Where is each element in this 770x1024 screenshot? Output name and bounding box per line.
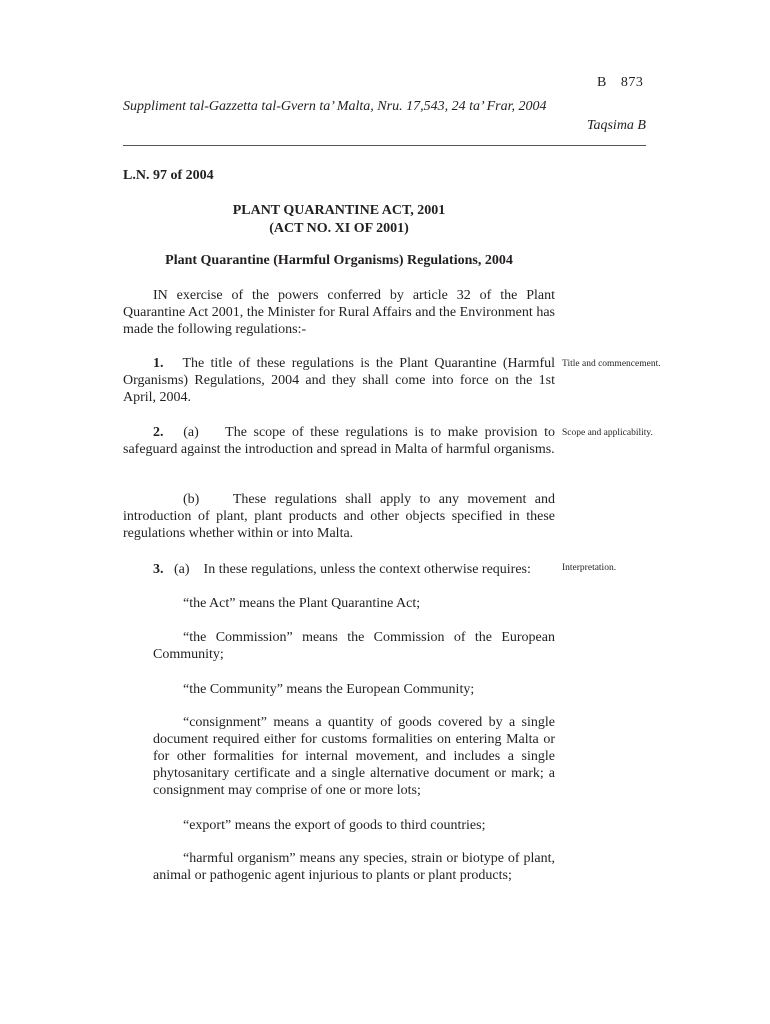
definition-harmful-organism xyxy=(153,850,555,884)
definition-harmful-organism-text: “harmful organism” means any species, strain or biotype of plant, animal or pathogenic agent injurious to plants or plant products; xyxy=(153,851,555,883)
regulation-1-text: The title of these regulations is the Plant Quarantine (Harmful Organisms) Regulations, 2004 and they shall come into force on the 1st April, 2004. xyxy=(123,356,555,405)
definition-export xyxy=(153,817,555,834)
page-number xyxy=(597,75,643,91)
act-number: (ACT NO. XI OF 2001) xyxy=(269,221,409,236)
regulation-2b-label: (b) xyxy=(183,492,200,507)
header-rule xyxy=(123,145,646,146)
definition-consignment xyxy=(153,714,555,799)
definition-commission-text: “the Commission” means the Commission of the European Community; xyxy=(153,630,555,662)
regulation-2a-label: (a) xyxy=(183,425,199,440)
definition-act-text: “the Act” means the Plant Quarantine Act; xyxy=(183,596,421,611)
definition-community-text: “the Community” means the European Community; xyxy=(183,682,475,697)
margin-note-interpretation: Interpretation. xyxy=(562,563,617,573)
act-title: PLANT QUARANTINE ACT, 2001 xyxy=(232,203,446,218)
regulation-2b xyxy=(123,491,555,542)
regulation-2a-text: The scope of these regulations is to make provision to safeguard against the introduction and spread in Malta of harmful organisms. xyxy=(123,425,556,457)
regulation-1-number: 1. xyxy=(153,356,164,371)
regulations-title: Plant Quarantine (Harmful Organisms) Regulations, 2004 xyxy=(165,253,513,268)
regulation-3a-text: In these regulations, unless the context otherwise requires: xyxy=(203,562,531,577)
definition-community xyxy=(153,681,555,698)
preamble-text: IN exercise of the powers conferred by article 32 of the Plant Quarantine Act 2001, the Minister for Rural Affairs and the Environment has made the following regulations:- xyxy=(123,288,555,337)
regulation-2b-text: These regulations shall apply to any movement and introduction of plant, plant products and other objects specified in these regulations whether within or into Malta. xyxy=(123,492,556,541)
definition-commission xyxy=(153,629,555,663)
page-letter: B xyxy=(597,75,607,90)
page-number-value: 873 xyxy=(620,75,644,90)
regulation-3a xyxy=(123,561,555,578)
legal-notice-number: L.N. 97 of 2004 xyxy=(123,168,214,183)
margin-note-scope: Scope and applicability. xyxy=(562,428,653,438)
regulation-2-number: 2. xyxy=(153,425,164,440)
gazette-line: Suppliment tal-Gazzetta tal-Gvern ta’ Malta, Nru. 17,543, 24 ta’ Frar, 2004 xyxy=(123,99,547,114)
act-heading xyxy=(123,202,555,238)
definition-consignment-text: “consignment” means a quantity of goods covered by a single document required either for customs formalities on entering Malta or for other formalities for internal movement, and includes a single phytosanitary certificate and a single alternative document or mark; a consignment may comprise of one or more lots; xyxy=(153,715,555,798)
regulation-1 xyxy=(123,355,555,406)
preamble xyxy=(123,287,555,338)
margin-note-title: Title and commencement. xyxy=(562,359,661,369)
regulation-2a xyxy=(123,424,555,458)
regulation-3a-label: (a) xyxy=(174,562,190,577)
regulation-3-number: 3. xyxy=(153,562,164,577)
definition-act xyxy=(153,595,555,612)
section-label: Taqsima B xyxy=(586,118,646,133)
definition-export-text: “export” means the export of goods to third countries; xyxy=(183,818,486,833)
